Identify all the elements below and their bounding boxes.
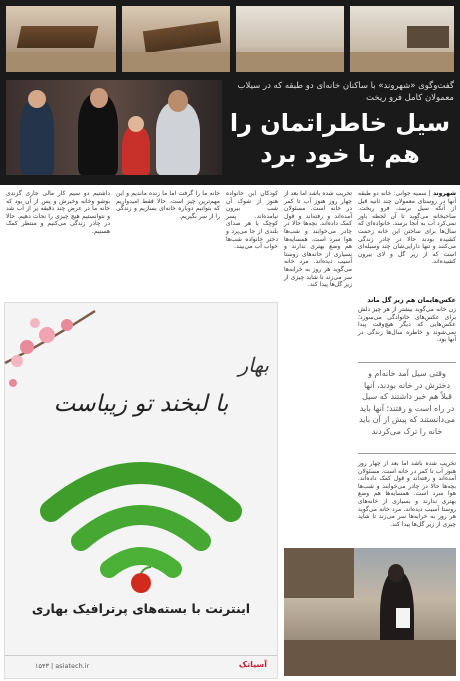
headline-block	[226, 80, 454, 180]
column-right-text: | سمیه جوانی: خانه دو طبقه آنها در روستای معمولان چند ثانیه قبل از آنکه سیل برسد، فرو ریخت. صاحبخانه می‌گوید تا آن لحظه باور نمی‌کرد آب به آنجا برسد. خانواده‌ای که سال‌ها برای ساختن این خانه زحمت کشیده بودند حالا در چادر زندگی می‌کنند و تنها دارایی‌شان چند وسیله‌ای است که از زیر گل و لای بیرون کشیده‌اند.	[358, 190, 456, 266]
advertisement	[4, 302, 278, 679]
article-column-right-2: زن خانه می‌گوید بیشتر از هر چیز دلش برای عکس‌های خانوادگی می‌سوزد؛ عکس‌هایی که دیگر هیچ‌وقت پیدا نمی‌شوند و خاطره سال‌ها زندگی در آنها بود.	[358, 306, 456, 344]
ad-footer	[5, 655, 277, 678]
woman-head	[90, 88, 108, 108]
article-column-left: کودکان این خانواده هنوز از شوک آن شب بیرون نیامده‌اند. پسر کوچک با هر صدای بلندی از جا می‌پرد و دختر خانواده شب‌ها خواب آب می‌بیند.	[226, 190, 278, 251]
section-subhead-right: عکس‌هایمان هم زیر گل ماند	[367, 296, 456, 304]
article-column-right	[358, 190, 456, 292]
article-subtitle: گفت‌وگوی «شهروند» با ساکنان خانه‌ای دو طبقه که در سیلاب معمولان کامل فرو ریخت	[237, 81, 454, 103]
title-line-1: سیل خاطراتمان را	[229, 109, 451, 137]
flood-photo-1	[350, 6, 454, 72]
child-head	[128, 116, 144, 132]
quote-rule-bottom	[358, 453, 456, 454]
blossom-branch	[5, 303, 95, 393]
pull-quote	[358, 362, 456, 454]
girl-figure	[20, 98, 54, 175]
byline: شهروند	[432, 190, 456, 197]
article-title	[226, 108, 454, 170]
child-figure	[122, 126, 150, 175]
ad-headline-small: بهار	[238, 353, 269, 377]
girl-head	[28, 90, 46, 108]
flood-photo-2	[236, 6, 344, 72]
ad-headline-main: با لبخند تو زیباست	[53, 391, 229, 417]
ad-tagline: اینترنت با بسته‌های پرترافیک بهاری	[31, 601, 251, 616]
flood-photo-4	[6, 6, 116, 72]
pull-quote-text: وقتی سیل آمد خانه‌ام و دخترش در خانه بودند، آنها قبلاً هم خبر داشتند که سیل در راه است و رفتند؛ آنها باید می‌دانستند که پیش از آن باید خانه را ترک می‌کردند	[358, 369, 456, 436]
ruined-house	[284, 548, 354, 598]
article-column-right-3: تخریب شده باشد اما بعد از چهار روز هنوز آب تا کمر در خانه است. مسئولان آمده‌اند و رفته‌اند و قول کمک داده‌اند. بچه‌ها حالا در چادر می‌خوابند و شب‌ها هوا سرد است. همسایه‌ها هم وضع بهتری ندارند و بسیاری از خانه‌های روستا آسیب دیده‌اند. مرد خانه می‌گوید هر روز به خرابه‌ها سر می‌زند تا شاید چیزی از زیر گل‌ها پیدا کند.	[358, 460, 456, 528]
man-head	[168, 90, 188, 112]
text-block-top-left: داشتیم دو سیم کار مالی جاری گزندی بوشو وخانه وخیرش و پس از آن بود که خانه ما در عرض چند دقیقه پر از آب شد و نتوانستیم هیچ چیزی را نجات دهیم. حالا در چادر زندگی می‌کنیم و منتظر کمک هستیم.	[6, 190, 110, 235]
text-block-top-mid: خانه ما را گرفت اما ما زنده ماندیم و این مهم‌ترین چیز است. حالا فقط امیدواریم که بتوانیم دوباره خانه‌ای بسازیم و زندگی را از سر بگیریم.	[116, 190, 220, 220]
brand-logo: آسیاتک	[238, 660, 267, 669]
flood-photo-3	[122, 6, 230, 72]
man-figure	[156, 102, 200, 175]
woman-in-ruins-photo	[284, 548, 456, 676]
family-photo	[6, 80, 222, 175]
paper	[396, 608, 410, 628]
grass-wifi-icon	[45, 453, 237, 593]
quote-rule-top	[358, 362, 456, 363]
woman-head	[388, 564, 404, 582]
title-line-2: هم با خود برد	[260, 140, 420, 168]
article-column-mid: تخریب شده باشد اما بعد از چهار روز هنوز آب تا کمر در خانه است. مسئولان آمده‌اند و رفته‌اند و قول کمک داده‌اند. بچه‌ها حالا در چادر می‌خوابند و شب‌ها هوا سرد است. همسایه‌ها هم وضع بهتری ندارند و بسیاری از خانه‌های روستا آسیب دیده‌اند. مرد خانه می‌گوید هر روز به خرابه‌ها سر می‌زند تا شاید چیزی از زیر گل‌ها پیدا کند.	[284, 190, 352, 289]
ad-contact: ۱۵۴۳ | asiatech.ir	[35, 662, 90, 670]
photo-strip	[0, 0, 460, 185]
debris	[284, 640, 456, 676]
